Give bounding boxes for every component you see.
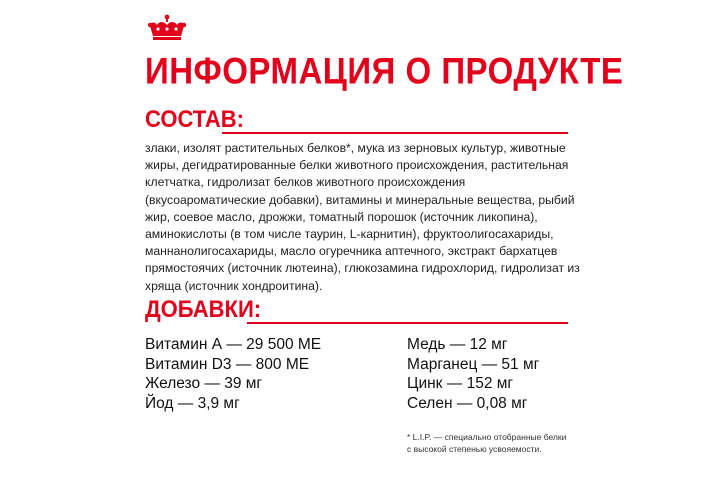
composition-divider — [222, 132, 568, 134]
additives-heading: ДОБАВКИ: — [145, 295, 262, 323]
additives-divider — [247, 322, 568, 324]
composition-text: злаки, изолят растительных белков*, мука из зерновых культур, животные жиры, дегидратированные белки животного происхождения, растительная клетчатка, гидролизат белков животного происхождения (вкусоароматические добавки), витамины и минеральные вещества, рыбий жир, соевое масло, дрожжи, томатный порошок (источник ликопина), аминокислоты (в том числе таурин, L-карнитин), фруктоолигосахариды, маннанолигосахариды, масло огуречника аптечного, экстракт бархатцев прямостоячих (источник лютеина), глюкозамина гидрохлорид, гидролизат из хряща (источник хондроитина). — [145, 141, 580, 293]
composition-heading: СОСТАВ: — [145, 105, 244, 133]
additive-iron: Железо — 39 мг — [145, 375, 263, 392]
additive-copper: Медь — 12 мг — [407, 336, 508, 353]
additive-manganese: Марганец — 51 мг — [407, 355, 540, 373]
footnote — [407, 431, 607, 455]
additive-zinc: Цинк — 152 мг — [407, 375, 514, 392]
crown-icon — [146, 14, 188, 44]
page-title: ИНФОРМАЦИЯ О ПРОДУКТЕ — [145, 50, 624, 92]
additive-iodine: Йод — 3,9 мг — [145, 394, 240, 412]
additive-vitamin-a: Витамин А — 29 500 МЕ — [145, 336, 322, 353]
footnote-line-1: * L.I.P. — специально отобранные белки — [407, 432, 567, 442]
additive-vitamin-d3: Витамин D3 — 800 МЕ — [145, 355, 310, 373]
additive-selenium: Селен — 0,08 мг — [407, 394, 528, 412]
additives-list — [145, 335, 575, 413]
footnote-line-2: с высокой степенью усвояемости. — [407, 444, 542, 454]
